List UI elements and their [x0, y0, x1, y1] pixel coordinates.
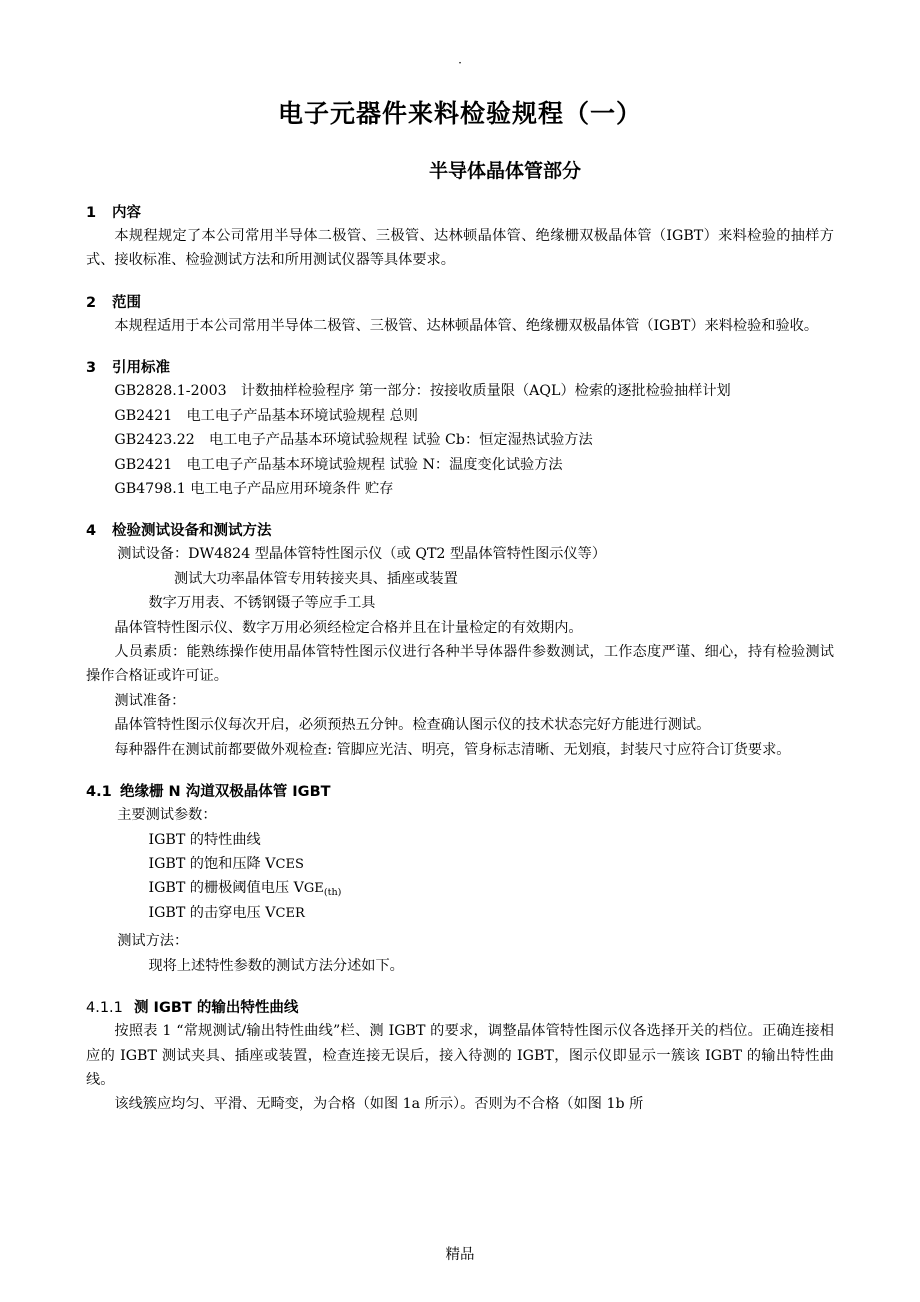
- main-parameters-label: 主要测试参数：: [117, 807, 217, 824]
- equipment-line-2: 测试大功率晶体管专用转接夹具、插座或装置: [174, 570, 458, 587]
- parameter-item-2-text: IGBT 的饱和压降 V: [148, 856, 276, 873]
- subsubsection-heading-4-1-1: [86, 996, 834, 1017]
- parameter-item-1: IGBT 的特性曲线: [148, 831, 261, 848]
- personnel-note: 人员素质：能熟练操作使用晶体管特性图示仪进行各种半导体器件参数测试，工作态度严谨、细心，持有检验测试操作合格证或许可证。: [86, 644, 834, 685]
- section-number-2: 2: [86, 294, 97, 311]
- equipment-line-1: 测试设备：DW4824 型晶体管特性图示仪（或 QT2 型晶体管特性图示仪等）: [117, 546, 607, 563]
- section-number-3: 3: [86, 360, 97, 377]
- warmup-note: 晶体管特性图示仪每次开启，必须预热五分钟。检查确认图示仪的技术状态完好方能进行测试。: [114, 717, 711, 734]
- section-heading-4: [86, 519, 834, 540]
- section-2-paragraph: 本规程适用于本公司常用半导体二极管、三极管、达林顿晶体管、绝缘栅双极晶体管（IGBT）来料检验和验收。: [114, 317, 819, 334]
- parameter-item-3-subscript: GE: [303, 881, 324, 897]
- standard-reference-2: GB2421 电工电子产品基本环境试验规程 总则: [114, 407, 418, 424]
- standard-reference-1: GB2828.1-2003 计数抽样检验程序 第一部分：按接收质量限（AQL）检索的逐批检验抽样计划: [114, 383, 731, 400]
- parameter-item-3-text: IGBT 的栅极阈值电压 V: [148, 880, 304, 897]
- subsubsection-title-4-1-1: 测 IGBT 的输出特性曲线: [134, 1000, 299, 1017]
- page-subtitle: 半导体晶体管部分: [428, 160, 581, 182]
- page-footer: 精品: [445, 1247, 475, 1263]
- subsection-number-4-1: 4.1: [86, 784, 112, 801]
- section-title-4: 检验测试设备和测试方法: [112, 523, 272, 540]
- section-title-2: 范围: [112, 294, 141, 311]
- section-heading-3: [86, 356, 834, 377]
- procedure-paragraph-1: 按照表 1 “常规测试/输出特性曲线”栏、测 IGBT 的要求，调整晶体管特性图示仪各选择开关的档位。正确连接相应的 IGBT 测试夹具、插座或装置，检查连接无误后，接入待测的 IGBT，图示仪即显示一簇该 IGBT 的输出特性曲线。: [86, 1023, 834, 1089]
- section-number-4: 4: [86, 523, 97, 540]
- top-dot-mark: ·: [458, 56, 462, 70]
- parameter-item-4-subscript: CER: [275, 905, 305, 921]
- test-method-label: 测试方法：: [117, 933, 189, 950]
- parameter-item-2-subscript: CES: [275, 857, 304, 873]
- parameter-item-4-text: IGBT 的击穿电压 V: [148, 904, 276, 921]
- parameter-item-3: [86, 876, 834, 900]
- test-preparation-label: 测试准备：: [114, 692, 186, 709]
- subsubsection-number-4-1-1: 4.1.1: [86, 1000, 123, 1017]
- equipment-line-3: 数字万用表、不锈钢镊子等应手工具: [148, 595, 376, 612]
- standard-reference-5: GB4798.1 电工电子产品应用环境条件 贮存: [114, 480, 394, 497]
- appearance-check-note: 每种器件在测试前都要做外观检查: 管脚应光洁、明亮，管身标志清晰、无划痕，封装尺寸应符合订货要求。: [114, 741, 791, 758]
- standard-reference-4: GB2421 电工电子产品基本环境试验规程 试验 N：温度变化试验方法: [114, 456, 563, 473]
- parameter-item-3-sub2: (th): [323, 886, 342, 898]
- parameter-item-4: [86, 901, 834, 925]
- standard-reference-3: GB2423.22 电工电子产品基本环境试验规程 试验 Cb：恒定湿热试验方法: [114, 432, 593, 449]
- section-title-1: 内容: [112, 205, 141, 221]
- calibration-note: 晶体管特性图示仪、数字万用必须经检定合格并且在计量检定的有效期内。: [114, 619, 583, 636]
- parameter-item-2: [86, 852, 834, 876]
- procedure-paragraph-2: 该线簇应均匀、平滑、无畸变，为合格（如图 1a 所示）。否则为不合格（如图 1b 所: [114, 1096, 644, 1113]
- section-heading-1: [86, 201, 834, 222]
- subsection-title-4-1: 绝缘栅 N 沟道双极晶体管 IGBT: [120, 784, 331, 801]
- section-heading-2: [86, 291, 834, 312]
- test-method-note: 现将上述特性参数的测试方法分述如下。: [148, 957, 404, 974]
- section-number-1: 1: [86, 205, 97, 221]
- section-1-paragraph: 本规程规定了本公司常用半导体二极管、三极管、达林顿晶体管、绝缘栅双极晶体管（IGBT）来料检验的抽样方式、接收标准、检验测试方法和所用测试仪器等具体要求。: [86, 228, 834, 269]
- page-title: 电子元器件来料检验规程（一）: [277, 99, 642, 128]
- section-title-3: 引用标准: [112, 360, 170, 377]
- subsection-heading-4-1: [86, 780, 834, 801]
